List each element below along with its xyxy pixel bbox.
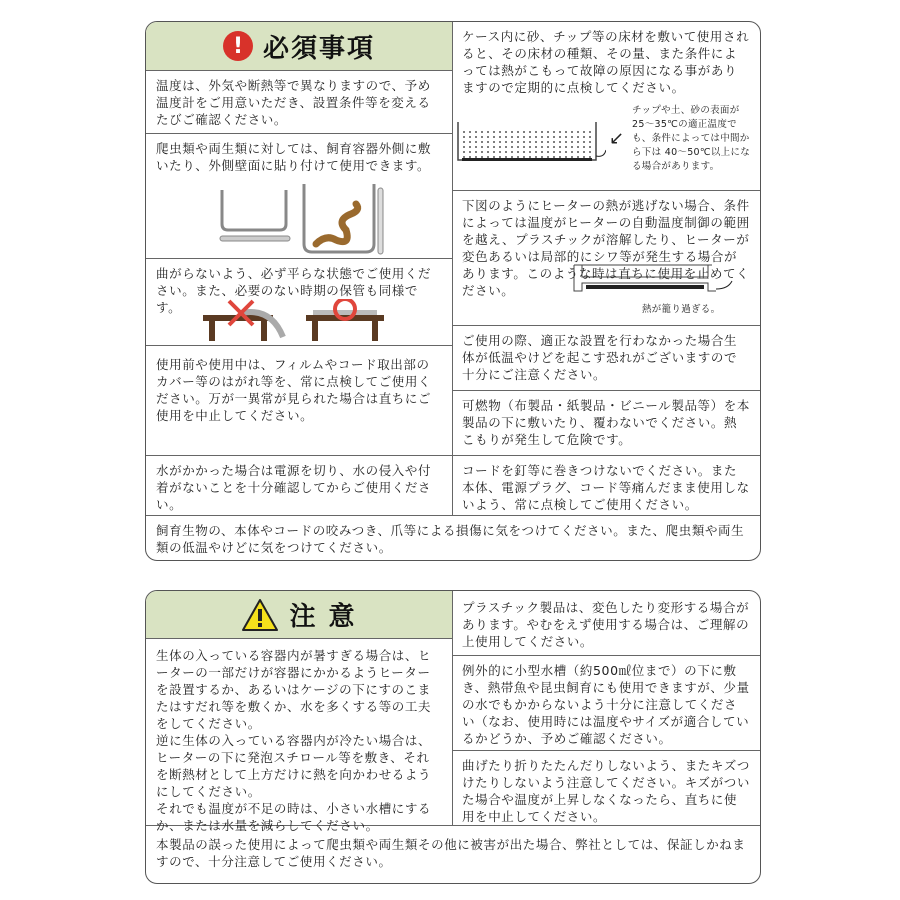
required-footer: 飼育生物の、本体やコードの咬みつき、爪等による損傷に気をつけてください。また、爬虫類や両生類の低温やけどに気をつけてください。	[156, 523, 745, 555]
required-item-1: 温度は、外気や断熱等で異なりますので、予め温度計をご用意いただき、設置条件等を変えるたびご確認ください。	[146, 71, 452, 134]
container-snake-illustration	[216, 184, 386, 256]
required-panel	[145, 21, 761, 561]
caution-left-text: 生体の入っている容器内が暑すぎる場合は、ヒーターの一部だけが容器にかかるようヒーターを設置するか、あるいはケージの下にすのこまたはすだれ等を敷くか、水を多くする等の工夫をしてください。 逆に生体の入っている容器内が冷たい場合は、ヒーターの下に発泡スチロール等を敷き、それを断熱材として上方だけに熱を向かわせるようにしてください。 それでも温度が不足の時は、小さい水槽にするか、または水量を減らしてください。	[146, 639, 452, 826]
arrow-icon: ↙	[609, 128, 625, 149]
caution-right-item-1: プラスチック製品は、変色したり変形する場合があります。やむをえず使用する場合は、ご理解の上使用してください。	[452, 591, 760, 656]
caution-footer: 本製品の誤った使用によって爬虫類や両生類その他に被害が出た場合、弊社としては、保証しかねますので、十分注意してご使用ください。	[156, 837, 746, 869]
chip-caption: チップや土、砂の表面が 25～35℃の適正温度でも、条件によっては中間から下は 40～50℃以上になる場合があります。	[632, 105, 751, 172]
required-item-4: 使用前や使用中は、フィルムやコード取出部のカバー等のはがれ等を、常に点検してご使用ください。万が一異常が見られた場合は直ちにご使用を中止してください。	[146, 346, 452, 456]
caution-title: 注 意	[289, 602, 357, 632]
heat-caption: 熱が籠り過ぎる。	[642, 304, 721, 315]
required-item-5: 水がかかった場合は電源を切り、水の侵入や付着がないことを十分確認してからご使用ください。	[146, 456, 452, 516]
required-right-item-2	[452, 191, 760, 326]
caution-right-item-2: 例外的に小型水槽（約500㎖位まで）の下に敷き、熱帯魚や昆虫飼育にも使用できますが、少量の水でもかからないよう十分に注意してください（なお、使用時には温度やサイズが適合しているかどうか、予めご確認ください。	[452, 656, 760, 751]
required-item-2-text: 爬虫類や両生類に対しては、飼育容器外側に敷いたり、外側壁面に貼り付けて使用できます。	[156, 141, 432, 173]
trapped-heat-illustration	[572, 263, 742, 297]
required-right-item-4: 可燃物（布製品・紙製品・ビニール製品等）を本製品の下に敷いたり、覆わないでください。熱こもりが発生して危険です。	[452, 391, 760, 456]
caution-panel	[145, 590, 761, 884]
required-right-item-1	[452, 22, 760, 191]
caution-header	[146, 591, 452, 639]
exclamation-icon: !	[223, 31, 253, 61]
required-right-item-3: ご使用の際、適正な設置を行わなかった場合生体が低温やけどを起こす恐れがございますので十分にご注意ください。	[452, 326, 760, 391]
required-title: 必須事項	[262, 33, 375, 64]
required-item-2	[146, 134, 452, 259]
warning-triangle-icon	[241, 598, 279, 632]
required-item-3	[146, 259, 452, 346]
required-right-item-5: コードを釘等に巻きつけないでください。また本体、電源プラグ、コード等痛んだまま使用しないよう、常に点検してご使用ください。	[452, 456, 760, 516]
required-header	[146, 22, 452, 71]
flat-vs-bent-illustration	[201, 299, 391, 343]
required-right-item-1-text: ケース内に砂、チップ等の床材を敷いて使用されると、その床材の種類、その量、また条件によっては熱がこもって故障の原因になる事がありますので定期的に点検してください。	[462, 29, 750, 95]
required-item-3-text: 曲がらないよう、必ず平らな状態でご使用ください。また、必要のない時期の保管も同様です。	[156, 266, 432, 315]
caution-right-item-3: 曲げたり折りたたんだりしないよう、またキズつけたりしないよう注意してください。キズがついた場合や温度が上昇しなくなったら、直ちに使用を中止してください。	[452, 751, 760, 826]
required-right-item-2-body: 下図のようにヒーターの熱が逃げない場合、条件によっては温度がヒーターの自動温度制御の範囲を越え、プラスチックが溶解したり、ヒーターが変色あるいは局部的にシワ等が発生する場合があります。このような時は直ちに使用を止めてください。	[462, 198, 750, 298]
substrate-case-illustration	[456, 120, 606, 170]
